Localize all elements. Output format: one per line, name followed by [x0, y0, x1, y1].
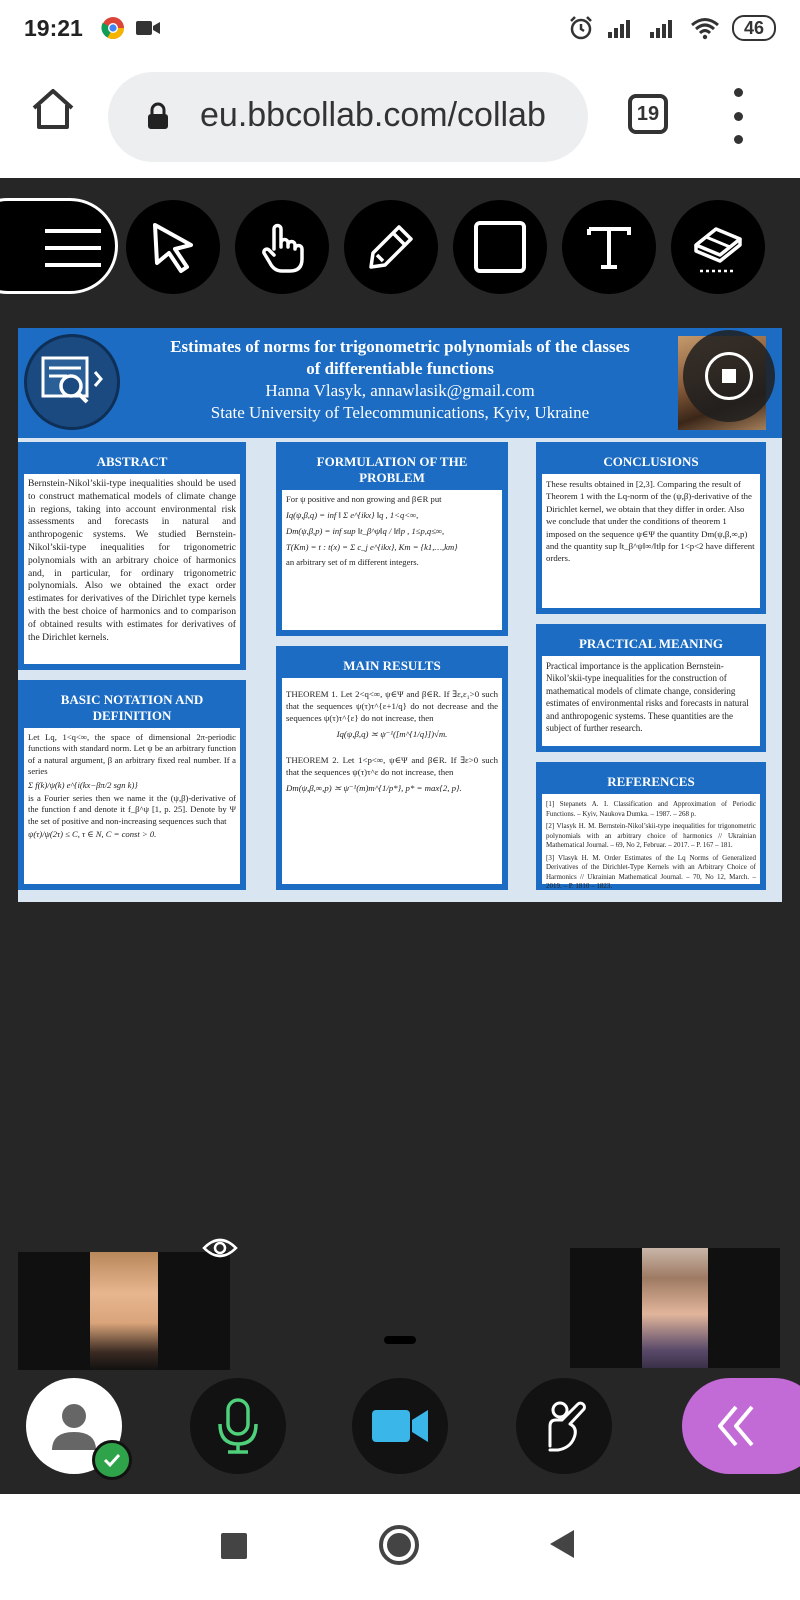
system-navigation-bar	[0, 1494, 800, 1600]
shared-poster	[18, 328, 782, 902]
conclusions-panel	[536, 442, 766, 614]
pencil-icon	[363, 219, 419, 275]
theorem2-formula: Dm(ψ,β,∞,p) ≍ ψ⁻¹(m)m^{1/p*}, p* = max{2, p}.	[286, 783, 462, 793]
eye-icon[interactable]	[202, 1236, 238, 1260]
practical-meaning-text: Practical importance is the application Bernstein-Nikol’skii-type inequalities for the construction of mathematical models of climate change, considering estimates of environmental risks and forecasts in natural and anthropogenic systems. These quantities are the subject of further research.	[546, 661, 749, 734]
drag-handle[interactable]	[384, 1336, 416, 1344]
practical-meaning-heading: PRACTICAL MEANING	[542, 630, 760, 656]
video-recording-icon	[135, 18, 161, 38]
text-icon	[581, 219, 637, 275]
poster-header	[18, 328, 782, 438]
basic-notation-text1: Let Lq, 1<q<∞, the space of dimensional 2π-periodic functions with standard norm. Let ψ be an arbitrary function of a natural argument, β an arbitrary fixed real number. If a series	[28, 732, 236, 777]
browser-toolbar	[0, 56, 800, 178]
signal-icon-2	[648, 16, 678, 40]
poster-title-line2: of differentiable functions	[306, 359, 494, 378]
zoom-search-icon	[37, 352, 107, 412]
back-icon[interactable]	[548, 1528, 576, 1560]
conclusions-heading: CONCLUSIONS	[542, 448, 760, 474]
eraser-tool-button[interactable]	[671, 200, 765, 294]
double-chevron-left-icon	[712, 1401, 758, 1451]
formulation-line1: For ψ positive and non growing and β∈R put	[286, 494, 442, 504]
microphone-button[interactable]	[190, 1378, 286, 1474]
alarm-icon	[568, 15, 594, 41]
participant-face	[90, 1252, 158, 1370]
poster-affiliation: State University of Telecommunications, Kyiv, Ukraine	[210, 403, 590, 422]
recents-icon[interactable]	[220, 1532, 248, 1560]
home-icon[interactable]	[30, 86, 76, 132]
chrome-icon	[101, 16, 125, 40]
basic-notation-heading: BASIC NOTATION AND DEFINITION	[24, 686, 240, 728]
battery-icon: 46	[732, 15, 776, 41]
cursor-icon	[145, 219, 201, 275]
formulation-panel	[276, 442, 508, 636]
practical-meaning-panel	[536, 624, 766, 752]
conclusions-text: These results obtained in [2,3]. Comparing the result of Theorem 1 with the Lq-norm of the (ψ,β)-derivative of the Dirichlet kernel, we obtain that they differ in order. Also we conclude that under the conditions of theorem 1 imposed on the sequence ψ∈Ψ the quantity Dm(ψ,β,∞,p) and the quantity sup ‖t_β^ψ‖∞/‖t‖p for 1<p<2 have different orders.	[546, 479, 755, 564]
microphone-icon	[214, 1396, 262, 1456]
participant-video-left[interactable]	[18, 1252, 230, 1370]
url-bar[interactable]	[108, 72, 588, 162]
zoom-search-button[interactable]	[24, 334, 120, 430]
check-icon	[92, 1440, 132, 1480]
poster-title-line1: Estimates of norms for trigonometric polynomials of the classes	[170, 337, 630, 356]
status-time: 19:21	[24, 14, 83, 41]
participant-face	[642, 1248, 708, 1368]
theorem1-text: THEOREM 1. Let 2<q<∞, ψ∈Ψ and β∈R. If ∃ε,ε₁>0 such that the sequences ψ(τ)τ^{ε+1/q} do not decrease and the sequences ψ(τ)τ^{ε} do not increase, then	[286, 689, 498, 723]
signal-icon	[606, 16, 636, 40]
camera-button[interactable]	[352, 1378, 448, 1474]
home-nav-icon[interactable]	[378, 1524, 420, 1566]
formulation-formula1: Iq(ψ,β,q) = inf ‖ Σ e^{ikx} ‖q , 1<q<∞,	[286, 510, 419, 520]
shape-tool-button[interactable]	[453, 200, 547, 294]
pan-tool-button[interactable]	[235, 200, 329, 294]
basic-notation-formula2: ψ(τ)/ψ(2τ) ≤ C, τ ∈ N, C = const > 0.	[28, 829, 157, 840]
basic-notation-text2: is a Fourier series then we name it the (ψ,β)-derivative of the function f and denote it f_β^ψ [1, p. 25]. Denote by Ψ the set of positive and non-increasing sequences such that	[28, 793, 236, 826]
wifi-icon	[690, 16, 720, 40]
annotation-toolbar	[0, 178, 800, 318]
lock-icon	[146, 102, 170, 130]
raise-hand-button[interactable]	[516, 1378, 612, 1474]
participant-video-right[interactable]	[570, 1248, 780, 1368]
text-tool-button[interactable]	[562, 200, 656, 294]
formulation-heading: FORMULATION OF THE PROBLEM	[282, 448, 502, 490]
basic-notation-formula: Σ f(k)/ψ(k) e^{i(kx−βπ/2 sgn k)}	[28, 779, 138, 790]
square-icon	[472, 219, 528, 275]
theorem2-text: THEOREM 2. Let 1<p<∞, ψ∈Ψ and β∈R. If ∃ε>0 such that the sequences ψ(τ)τ^ε do not increase, then	[286, 755, 498, 777]
camera-icon	[370, 1406, 430, 1446]
raise-hand-icon	[534, 1396, 594, 1456]
pencil-tool-button[interactable]	[344, 200, 438, 294]
formulation-formula2: Dm(ψ,β,p) = inf sup ‖t_β^ψ‖q / ‖t‖p , 1≤p,q≤∞,	[286, 526, 445, 536]
theorem1-formula: Iq(ψ,β,q) ≍ ψ⁻¹([m^{1/q}])√m.	[336, 729, 448, 739]
main-results-panel	[276, 646, 508, 890]
menu-button[interactable]	[0, 198, 118, 294]
poster-author: Hanna Vlasyk, annawlasik@gmail.com	[265, 381, 535, 400]
hamburger-icon	[45, 229, 101, 280]
stop-share-button[interactable]	[683, 330, 775, 422]
tab-switcher-button[interactable]: 19	[628, 94, 668, 134]
collaborate-panel-button[interactable]	[682, 1378, 800, 1474]
overflow-menu-icon[interactable]	[730, 88, 746, 144]
url-text[interactable]: eu.bbcollab.com/collab	[200, 96, 546, 134]
reference-2: [2] Vlasyk H. M. Bernstein-Nikol’skii-type inequalities for trigonometric polynomials with an arbitrary choice of harmonics // Ukrainian Mathematical Journal. – 69, No 2, Februar. – 2017. – P. 167 – 181.	[546, 822, 756, 849]
abstract-heading: ABSTRACT	[24, 448, 240, 474]
stop-icon	[705, 352, 753, 400]
abstract-panel	[18, 442, 246, 670]
select-tool-button[interactable]	[126, 200, 220, 294]
reference-1: [1] Stepanets A. I. Classification and Approximation of Periodic Functions. – Kyiv, Naukova Dumka. – 1987. – 268 p.	[546, 800, 756, 818]
main-results-heading: MAIN RESULTS	[282, 652, 502, 678]
basic-notation-panel	[18, 680, 246, 890]
references-panel	[536, 762, 766, 890]
references-heading: REFERENCES	[542, 768, 760, 794]
eraser-icon	[688, 219, 748, 275]
reference-3: [3] Vlasyk H. M. Order Estimates of the Lq Norms of Generalized Derivatives of the Dirichlet-Type Kernels with an Arbitrary Choice of Harmonics // Ukrainian Mathematical Journal. – 70, No 12, March. – 2019. – P. 1810 – 1823.	[546, 853, 756, 890]
poster-title-block	[140, 336, 660, 424]
status-bar	[0, 0, 800, 56]
formulation-formula3: T(Km) = t : t(x) = Σ c_j e^{ikx}, Km = {k1,…,km}	[286, 542, 458, 552]
abstract-text: Bernstein-Nikol’skii-type inequalities should be used to construct mathematical models of climate change in regions, taking into account environmental risk assessments and forecasts in natural and anthropogenic systems. We studied Bernstein-Nikol’skii-type inequalities for trigonometric polynomials with an arbitrary choice of harmonics and, in particular, for ordinary trigonometric polynomials. Also we obtained the exact order estimates for derivatives of the Dirichlet type kernels with the best choice of harmonics and to comparison of obtained results with estimates for derivatives of the Dirichlet kernels.	[28, 478, 236, 643]
formulation-line2: an arbitrary set of m different integers.	[286, 557, 419, 567]
hand-icon	[254, 219, 310, 275]
